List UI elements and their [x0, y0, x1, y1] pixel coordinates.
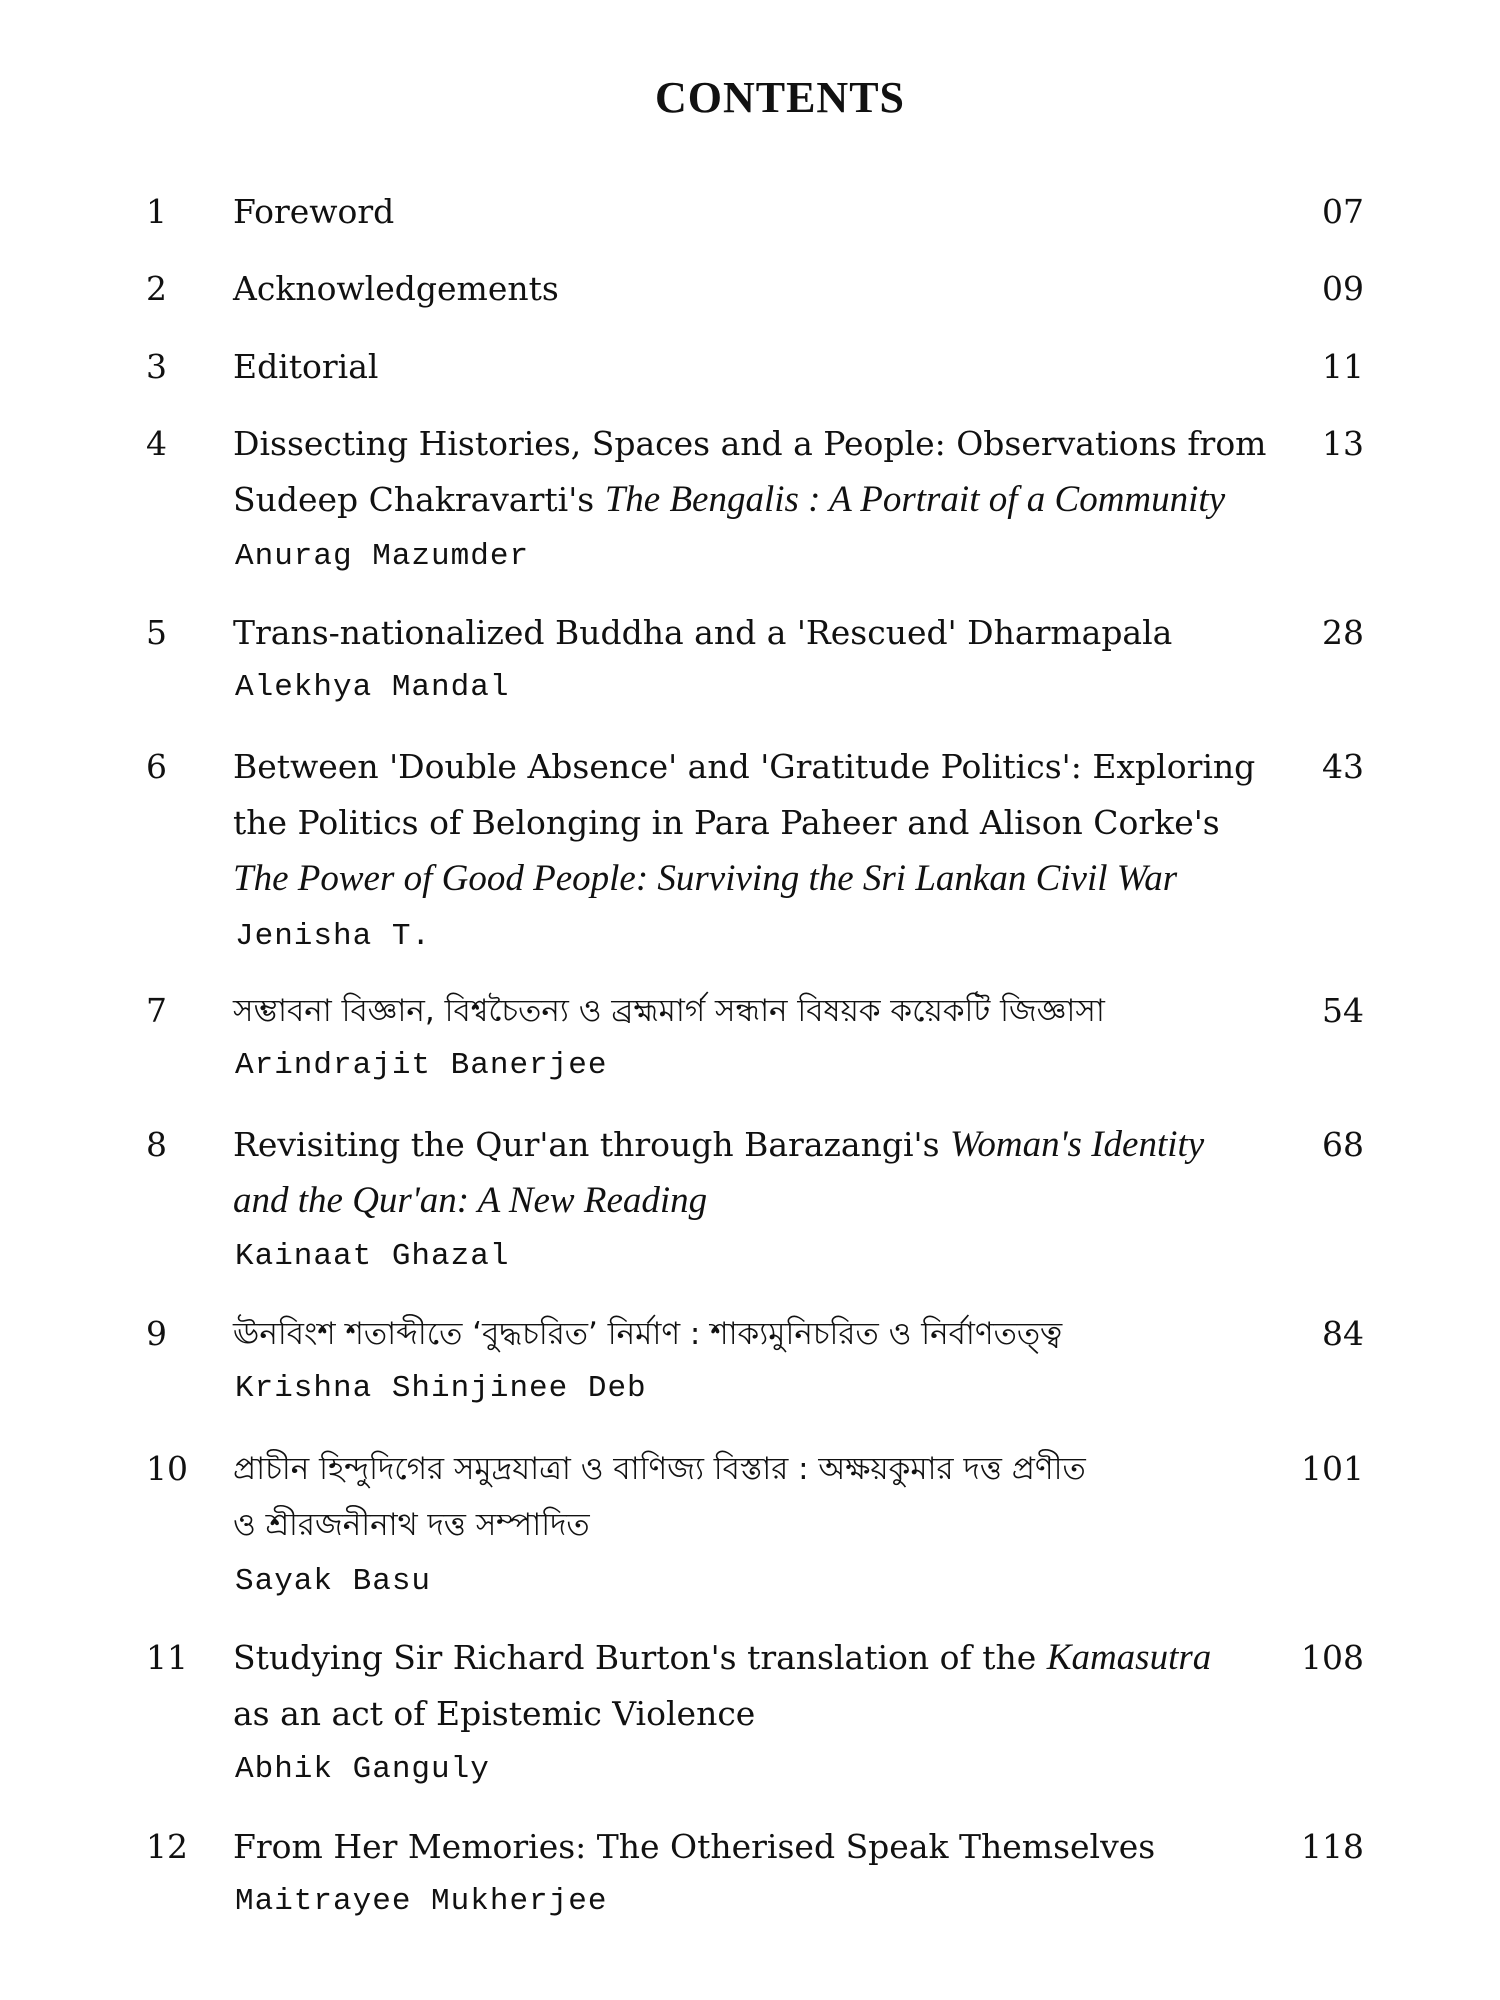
- entry-number: 8: [146, 1125, 167, 1164]
- entry-title: প্রাচীন হিন্দুদিগের সমুদ্রযাত্রা ও বাণিজ্য বিস্তার : অক্ষয়কুমার দত্ত প্রণীত ও শ্রীরজনীনাথ দত্ত সম্পাদিত: [233, 1451, 1086, 1543]
- entry-author: Jenisha T.: [235, 919, 432, 954]
- entry-author: Anurag Mazumder: [235, 539, 530, 574]
- entry-author: Sayak Basu: [235, 1564, 432, 1599]
- entry-page-number: 101: [1301, 1449, 1364, 1488]
- entry-page-number: 68: [1322, 1125, 1364, 1164]
- entry-number: 9: [146, 1314, 167, 1353]
- entry-title: Dissecting Histories, Spaces and a People: Observations from Sudeep Chakravarti's The Bengalis : A Portrait of a Community: [233, 424, 1267, 520]
- entry-author: Maitrayee Mukherjee: [235, 1884, 608, 1919]
- entry-title: Foreword: [233, 192, 395, 231]
- entry-number: 5: [146, 613, 167, 652]
- entry-page-number: 09: [1322, 269, 1364, 308]
- entry-number: 6: [146, 747, 167, 786]
- entry-page-number: 84: [1322, 1314, 1364, 1353]
- entry-author: Krishna Shinjinee Deb: [235, 1371, 647, 1406]
- entry-title: Revisiting the Qur'an through Barazangi's Woman's Identity and the Qur'an: A New Reading: [233, 1124, 1205, 1221]
- entry-number: 4: [146, 424, 167, 463]
- entry-title: Acknowledgements: [233, 269, 559, 308]
- entry-title: সম্ভাবনা বিজ্ঞান, বিশ্বচৈতন্য ও ব্রহ্মমার্গ সন্ধান বিষয়ক কয়েকটি জিজ্ঞাসা: [233, 993, 1105, 1029]
- entry-title: ঊনবিংশ শতাব্দীতে ‘বুদ্ধচরিত’ নির্মাণ : শাক্যমুনিচরিত ও নির্বাণতত্ত্ব: [233, 1316, 1063, 1352]
- entry-number: 12: [146, 1827, 188, 1866]
- entry-number: 10: [146, 1449, 188, 1488]
- entry-number: 3: [146, 347, 167, 386]
- entry-author: Alekhya Mandal: [235, 670, 510, 705]
- entry-page-number: 11: [1322, 347, 1364, 386]
- entry-page-number: 07: [1322, 192, 1364, 231]
- page-title: CONTENTS: [654, 73, 906, 122]
- entry-page-number: 118: [1301, 1827, 1364, 1866]
- entry-number: 1: [146, 192, 167, 231]
- entry-page-number: 108: [1301, 1638, 1364, 1677]
- entry-author: Abhik Ganguly: [235, 1752, 490, 1787]
- entry-page-number: 28: [1322, 613, 1364, 652]
- entry-number: 7: [146, 991, 167, 1030]
- entry-title: From Her Memories: The Otherised Speak Themselves: [233, 1827, 1156, 1866]
- entry-title: Trans-nationalized Buddha and a 'Rescued' Dharmapala: [233, 613, 1173, 652]
- entry-title: Studying Sir Richard Burton's translation of the Kamasutra as an act of Epistemic Violence: [233, 1637, 1212, 1733]
- entry-page-number: 13: [1322, 424, 1364, 463]
- entry-number: 11: [146, 1638, 188, 1677]
- entry-author: Arindrajit Banerjee: [235, 1048, 608, 1083]
- entry-title: Between 'Double Absence' and 'Gratitude Politics': Exploring the Politics of Belonging in Para Paheer and Alison Corke's The Power of Good People: Surviving the Sri Lankan Civil War: [233, 747, 1256, 899]
- entry-page-number: 54: [1322, 991, 1364, 1030]
- entry-page-number: 43: [1322, 747, 1364, 786]
- entry-title: Editorial: [233, 347, 379, 386]
- entry-author: Kainaat Ghazal: [235, 1239, 510, 1274]
- entry-number: 2: [146, 269, 167, 308]
